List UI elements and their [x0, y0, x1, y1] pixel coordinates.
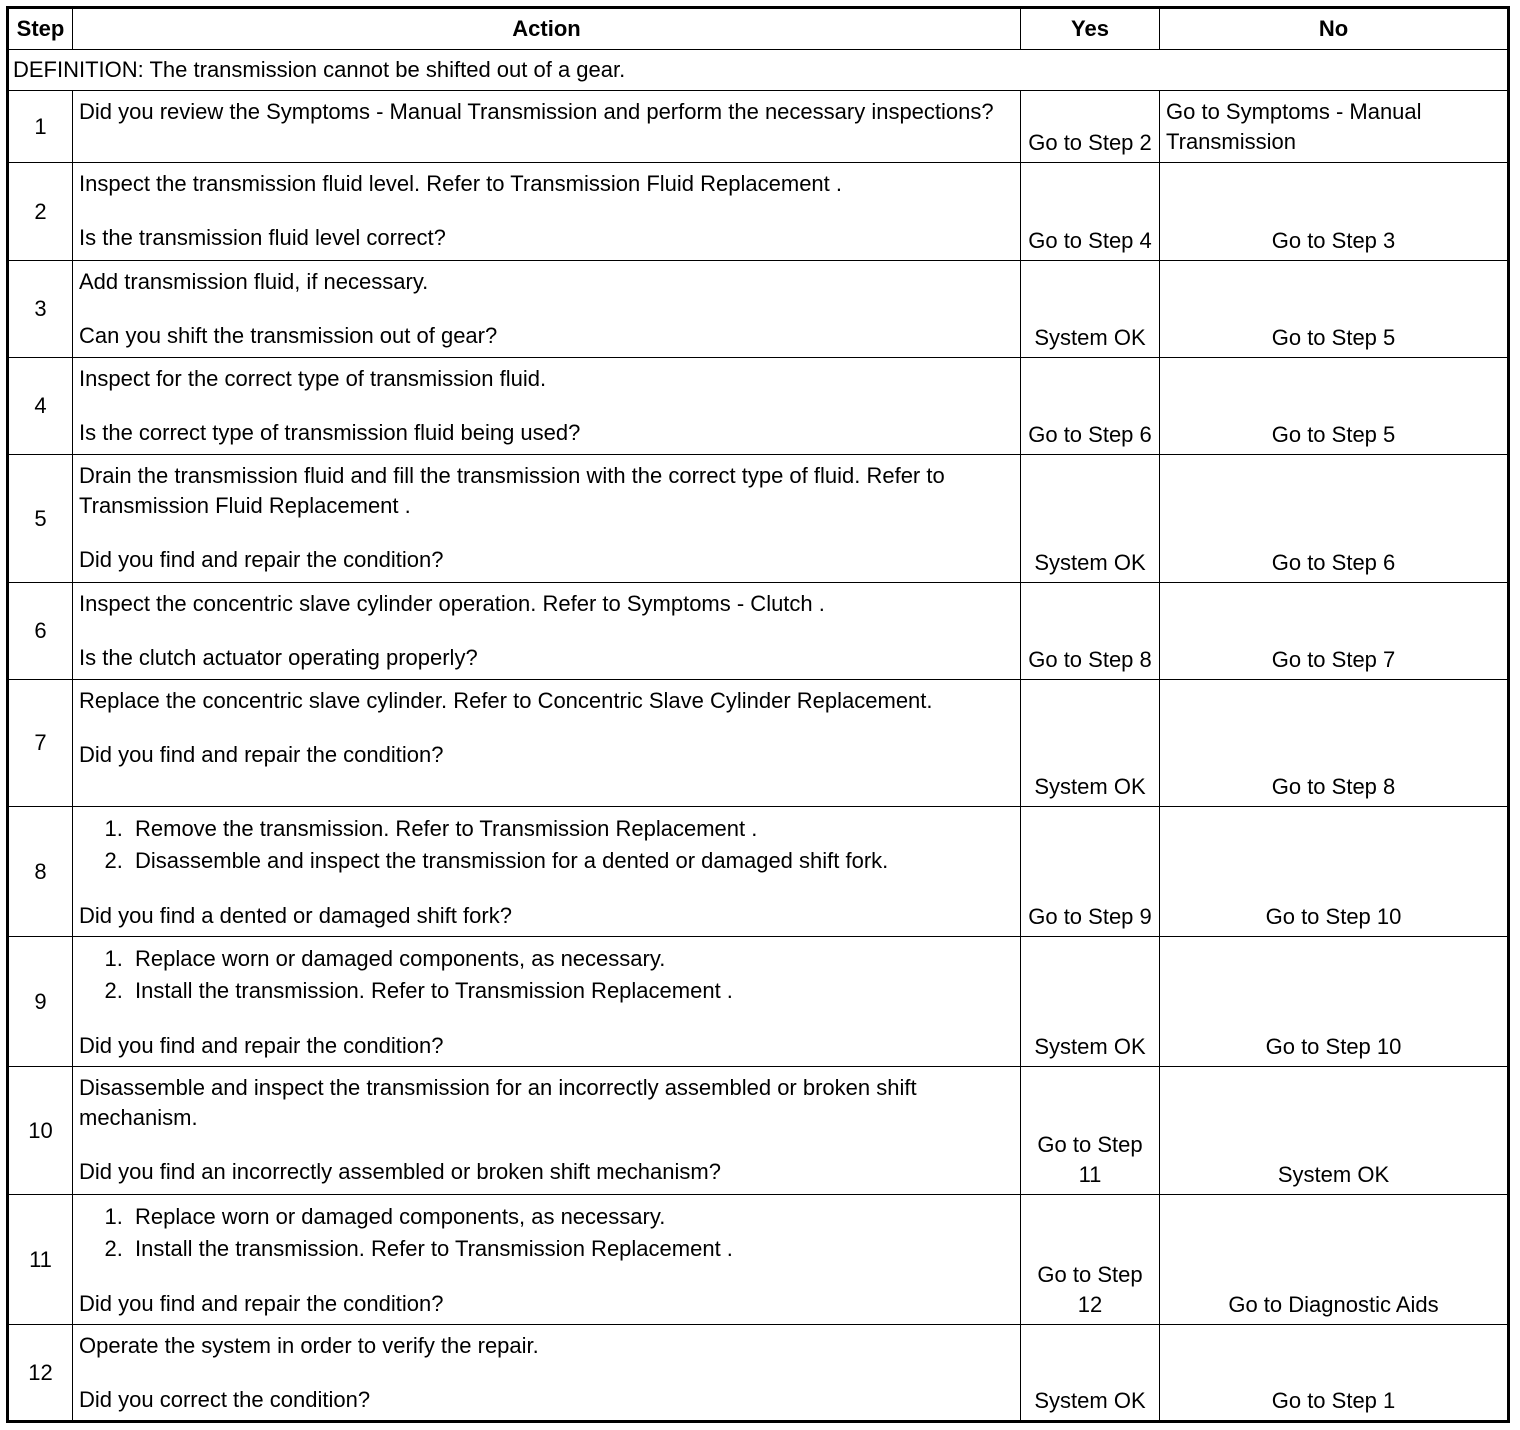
table-row [8, 807, 1509, 937]
action-text: Add transmission fluid, if necessary. [79, 269, 429, 294]
no-result[interactable]: Go to Step 5 [1160, 358, 1509, 455]
action-question: Did you find and repair the condition? [79, 1291, 444, 1316]
action-question: Is the transmission fluid level correct? [79, 225, 446, 250]
action-cell [73, 455, 1021, 583]
step-number: 4 [8, 358, 73, 455]
action-question: Is the clutch actuator operating properly? [79, 645, 478, 670]
action-question: Did you find and repair the condition? [79, 547, 444, 572]
action-step-item: 2. Disassemble and inspect the transmission for a dented or damaged shift fork. [129, 845, 1014, 877]
spacer [79, 716, 1014, 740]
step-number: 11 [8, 1195, 73, 1325]
yes-result[interactable]: Go to Step 12 [1021, 1195, 1160, 1325]
definition-text: DEFINITION: The transmission cannot be shifted out of a gear. [8, 50, 1509, 91]
no-result[interactable]: Go to Step 3 [1160, 163, 1509, 261]
action-cell [73, 583, 1021, 680]
action-cell [73, 807, 1021, 937]
action-text: Inspect the transmission fluid level. Refer to Transmission Fluid Replacement . [79, 171, 842, 196]
spacer [79, 521, 1014, 545]
header-action: Action [73, 8, 1021, 50]
header-step: Step [8, 8, 73, 50]
table-row [8, 680, 1509, 807]
table-row [8, 1325, 1509, 1422]
no-result[interactable]: System OK [1160, 1067, 1509, 1195]
step-number: 3 [8, 261, 73, 358]
table-row [8, 261, 1509, 358]
yes-result[interactable]: Go to Step 9 [1021, 807, 1160, 937]
action-question: Did you find a dented or damaged shift fork? [79, 903, 512, 928]
step-number: 1 [8, 91, 73, 163]
header-no: No [1160, 8, 1509, 50]
action-question: Did you correct the condition? [79, 1387, 371, 1412]
header-row [8, 8, 1509, 50]
action-question: Did you find an incorrectly assembled or broken shift mechanism? [79, 1159, 721, 1184]
action-text: Inspect the concentric slave cylinder operation. Refer to Symptoms - Clutch . [79, 591, 825, 616]
spacer [79, 1007, 1014, 1031]
header-yes: Yes [1021, 8, 1160, 50]
spacer [79, 1361, 1014, 1385]
action-question: Did you find and repair the condition? [79, 742, 444, 767]
definition-row [8, 50, 1509, 91]
spacer [79, 1265, 1014, 1289]
no-result[interactable]: Go to Step 6 [1160, 455, 1509, 583]
action-cell [73, 163, 1021, 261]
action-question: Can you shift the transmission out of gear? [79, 323, 498, 348]
table-row [8, 1067, 1509, 1195]
action-cell [73, 680, 1021, 807]
no-result[interactable]: Go to Step 10 [1160, 937, 1509, 1067]
table-row [8, 358, 1509, 455]
no-result[interactable]: Go to Step 5 [1160, 261, 1509, 358]
no-result[interactable]: Go to Step 10 [1160, 807, 1509, 937]
action-cell [73, 1195, 1021, 1325]
action-cell [73, 91, 1021, 163]
action-text: Drain the transmission fluid and fill the transmission with the correct type of fluid. Refer to Transmission Fluid Replacement . [79, 463, 945, 518]
action-text: Disassemble and inspect the transmission for an incorrectly assembled or broken shift mechanism. [79, 1075, 917, 1130]
action-cell [73, 358, 1021, 455]
action-step-item: 2. Install the transmission. Refer to Transmission Replacement . [129, 1233, 1014, 1265]
step-number: 9 [8, 937, 73, 1067]
no-result[interactable]: Go to Symptoms - Manual Transmission [1160, 91, 1509, 163]
yes-result[interactable]: Go to Step 11 [1021, 1067, 1160, 1195]
step-number: 8 [8, 807, 73, 937]
action-cell [73, 1067, 1021, 1195]
action-cell [73, 937, 1021, 1067]
yes-result[interactable]: System OK [1021, 261, 1160, 358]
action-cell [73, 1325, 1021, 1422]
spacer [79, 297, 1014, 321]
action-text: Did you review the Symptoms - Manual Transmission and perform the necessary inspections? [79, 99, 994, 124]
action-steps-list [79, 1201, 1014, 1265]
spacer [79, 199, 1014, 223]
action-step-item: 2. Install the transmission. Refer to Transmission Replacement . [129, 975, 1014, 1007]
yes-result[interactable]: Go to Step 8 [1021, 583, 1160, 680]
action-question: Is the correct type of transmission fluid being used? [79, 420, 581, 445]
table-row [8, 455, 1509, 583]
spacer [79, 394, 1014, 418]
no-result[interactable]: Go to Step 7 [1160, 583, 1509, 680]
step-number: 7 [8, 680, 73, 807]
yes-result[interactable]: Go to Step 6 [1021, 358, 1160, 455]
action-cell [73, 261, 1021, 358]
yes-result[interactable]: System OK [1021, 680, 1160, 807]
yes-result[interactable]: Go to Step 4 [1021, 163, 1160, 261]
action-text: Operate the system in order to verify the repair. [79, 1333, 539, 1358]
no-result[interactable]: Go to Step 8 [1160, 680, 1509, 807]
action-steps-list [79, 813, 1014, 877]
step-number: 5 [8, 455, 73, 583]
yes-result[interactable]: System OK [1021, 1325, 1160, 1422]
table-row [8, 583, 1509, 680]
table-row [8, 163, 1509, 261]
action-step-item: 1. Remove the transmission. Refer to Transmission Replacement . [129, 813, 1014, 845]
action-step-item: 1. Replace worn or damaged components, as necessary. [129, 1201, 1014, 1233]
action-step-item: 1. Replace worn or damaged components, as necessary. [129, 943, 1014, 975]
action-text: Inspect for the correct type of transmission fluid. [79, 366, 547, 391]
spacer [79, 619, 1014, 643]
table-row [8, 937, 1509, 1067]
table-row [8, 1195, 1509, 1325]
table-row [8, 91, 1509, 163]
step-number: 10 [8, 1067, 73, 1195]
no-result[interactable]: Go to Diagnostic Aids [1160, 1195, 1509, 1325]
diagnostic-table [6, 6, 1510, 1423]
no-result[interactable]: Go to Step 1 [1160, 1325, 1509, 1422]
yes-result[interactable]: Go to Step 2 [1021, 91, 1160, 163]
action-steps-list [79, 943, 1014, 1007]
yes-result[interactable]: System OK [1021, 937, 1160, 1067]
spacer [79, 1133, 1014, 1157]
step-number: 2 [8, 163, 73, 261]
spacer [79, 877, 1014, 901]
action-question: Did you find and repair the condition? [79, 1033, 444, 1058]
step-number: 12 [8, 1325, 73, 1422]
action-text: Replace the concentric slave cylinder. Refer to Concentric Slave Cylinder Replacement. [79, 688, 933, 713]
yes-result[interactable]: System OK [1021, 455, 1160, 583]
step-number: 6 [8, 583, 73, 680]
